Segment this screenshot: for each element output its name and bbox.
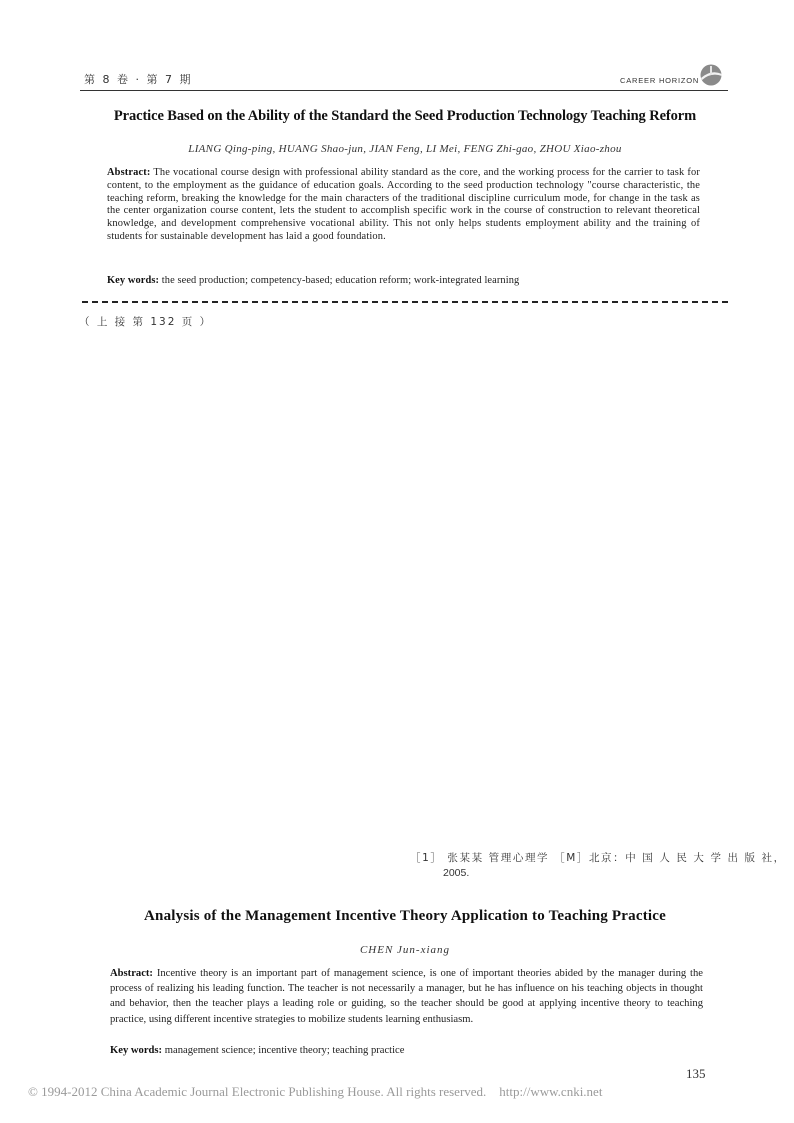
abstract-label: Abstract: bbox=[110, 968, 153, 979]
copyright-footer: © 1994-2012 China Academic Journal Electronic Publishing House. All rights reserved. http://www.cnki.net bbox=[28, 1084, 603, 1099]
article-1-title: Practice Based on the Ability of the Standard the Seed Production Technology Teaching Reform bbox=[113, 108, 697, 124]
continuation-note: （ 上 接 第 132 页 ） bbox=[79, 316, 213, 328]
keywords-label: Key words: bbox=[110, 1045, 163, 1056]
journal-logo-icon bbox=[698, 63, 724, 87]
reference-year: 2005. bbox=[443, 867, 470, 879]
article-1-abstract bbox=[107, 167, 700, 244]
header-rule bbox=[80, 90, 728, 91]
header-issue: 第 8 卷 · 第 7 期 bbox=[84, 73, 193, 86]
keywords-text: management science; incentive theory; teaching practice bbox=[164, 1045, 405, 1056]
keywords-text: the seed production; competency-based; education reform; work-integrated learning bbox=[161, 275, 520, 286]
header-journal-name: CAREER HORIZON bbox=[620, 76, 700, 85]
abstract-text: The vocational course design with professional ability standard as the core, and the working process for the carrier to task for content, to the employment as the guidance of education goals. According to the seed production technology "course characteristic, the teaching reform, breaking the knowledge for the main characters of the traditional discipline curriculum mode, for change in the task as the center organization course content, lets the student to accomplish specific work in the course of construction to relevant theoretical knowledge, and development comprehensive vocational ability. This not only helps students employment ability and the training of students for sustainable development has laid a good foundation. bbox=[107, 167, 700, 242]
article-1-authors: LIANG Qing-ping, HUANG Shao-jun, JIAN Feng, LI Mei, FENG Zhi-gao, ZHOU Xiao-zhou bbox=[188, 143, 622, 155]
section-divider bbox=[82, 301, 728, 303]
page-number: 135 bbox=[686, 1066, 706, 1081]
article-1-keywords bbox=[107, 275, 519, 286]
keywords-label: Key words: bbox=[107, 275, 160, 286]
article-2-abstract bbox=[110, 966, 703, 1027]
reference-entry: ［1］ 张某某 管理心理学 ［M］北京：中 国 人 民 大 学 出 版 社， bbox=[410, 852, 786, 864]
article-2-authors: CHEN Jun-xiang bbox=[359, 944, 451, 956]
abstract-text: Incentive theory is an important part of management science, is one of important theories abided by the manager during the process of realizing his leading function. The teacher is not necessarily a manager, but he has influence on his teaching objects in thought and behavior, then the teacher plays a leading role or guiding, so the teacher should be good at applying incentive theory to teaching practice, using different incentive strategies to mobilize students learning enthusiasm. bbox=[110, 968, 703, 1025]
article-2-keywords bbox=[110, 1045, 404, 1056]
abstract-label: Abstract: bbox=[107, 167, 151, 178]
article-2-title: Analysis of the Management Incentive Theory Application to Teaching Practice bbox=[144, 908, 666, 924]
